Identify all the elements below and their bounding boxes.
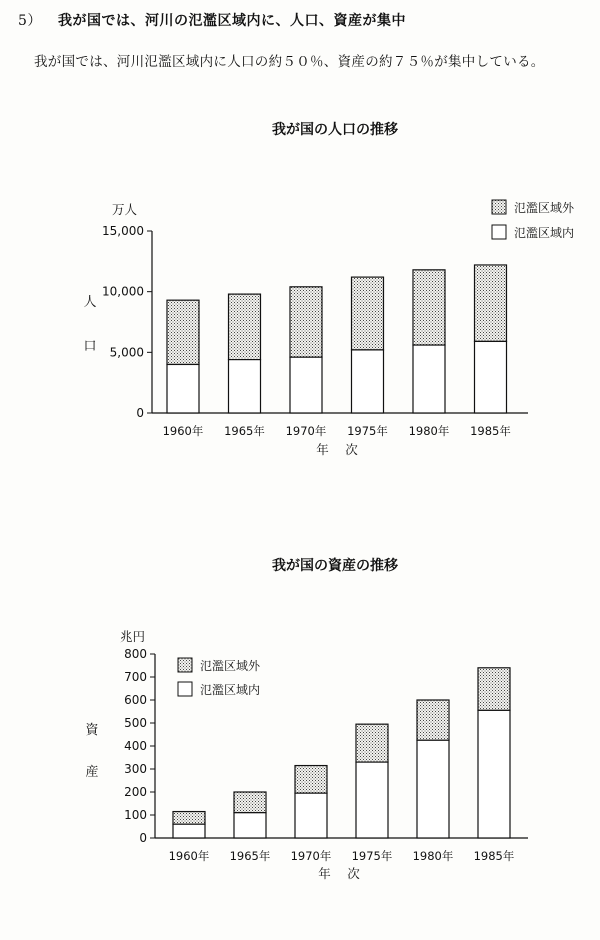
asset-legend-label: 氾濫区域外 <box>200 659 261 673</box>
asset-y-tick-label: 0 <box>139 831 147 845</box>
asset-x-tick-label: 1985年 <box>473 849 515 863</box>
asset-title: 我が国の資産の推移 <box>272 558 398 574</box>
pop-x-tick-label: 1970年 <box>285 424 327 438</box>
asset-bar-outside <box>295 766 327 794</box>
pop-bar-inside <box>167 364 199 413</box>
asset-legend-label: 氾濫区域内 <box>200 683 261 697</box>
pop-bar-outside <box>167 300 199 364</box>
pop-bar-inside <box>413 345 445 413</box>
pop-legend-swatch <box>492 200 506 214</box>
asset-y-tick-label: 800 <box>124 647 147 661</box>
asset-bar-inside <box>356 762 388 838</box>
pop-ylabel-char: 口 <box>83 339 97 354</box>
asset-x-tick-label: 1980年 <box>412 849 454 863</box>
asset-y-tick-label: 300 <box>124 762 147 776</box>
asset-bar-outside <box>356 724 388 762</box>
population-chart <box>0 110 600 470</box>
pop-bar-inside <box>290 357 322 413</box>
section-summary: 我が国では、河川氾濫区域内に人口の約５０％、資産の約７５％が集中している。 <box>34 54 545 70</box>
asset-bar-inside <box>173 824 205 838</box>
assets-chart <box>0 540 600 940</box>
asset-bar-inside <box>478 710 510 838</box>
asset-bar-outside <box>234 792 266 813</box>
asset-xlabel: 年 次 <box>318 866 362 881</box>
section-heading <box>18 10 406 30</box>
pop-unit-label: 万人 <box>112 202 138 217</box>
pop-legend-label: 氾濫区域外 <box>514 201 575 215</box>
pop-ylabel-char: 人 <box>83 295 97 310</box>
asset-y-tick-label: 100 <box>124 808 147 822</box>
asset-x-tick-label: 1970年 <box>290 849 332 863</box>
asset-bar-outside <box>417 700 449 740</box>
asset-x-tick-label: 1975年 <box>351 849 393 863</box>
pop-y-tick-label: 5,000 <box>109 345 144 360</box>
pop-bar-outside <box>352 277 384 350</box>
pop-y-tick-label: 15,000 <box>102 224 144 238</box>
pop-bar-outside <box>229 294 261 360</box>
asset-y-tick-label: 400 <box>124 739 147 753</box>
pop-title: 我が国の人口の推移 <box>272 122 398 138</box>
asset-unit-label: 兆円 <box>120 629 146 644</box>
pop-x-tick-label: 1960年 <box>162 424 204 438</box>
asset-y-tick-label: 600 <box>124 693 147 707</box>
pop-x-tick-label: 1975年 <box>347 424 388 438</box>
asset-x-tick-label: 1965年 <box>229 849 271 863</box>
asset-legend-swatch <box>178 658 192 672</box>
pop-bar-inside <box>229 360 261 413</box>
pop-y-tick-label: 0 <box>136 406 144 420</box>
section-heading-text: 我が国では、河川の氾濫区域内に、人口、資産が集中 <box>58 13 406 29</box>
pop-bar-inside <box>475 341 507 413</box>
pop-x-tick-label: 1980年 <box>408 424 450 438</box>
asset-bar-inside <box>234 813 266 838</box>
asset-bar-outside <box>173 812 205 825</box>
asset-ylabel-char: 産 <box>85 765 99 780</box>
asset-bar-inside <box>295 793 327 838</box>
pop-xlabel: 年 次 <box>316 442 360 457</box>
pop-legend-swatch <box>492 225 506 239</box>
asset-legend-swatch <box>178 682 192 696</box>
section-number: 5） <box>18 13 42 29</box>
asset-ylabel-char: 資 <box>85 723 99 738</box>
asset-x-tick-label: 1960年 <box>168 849 210 863</box>
asset-bar-inside <box>417 740 449 838</box>
asset-y-tick-label: 700 <box>124 670 147 684</box>
pop-bar-outside <box>290 287 322 357</box>
pop-bar-inside <box>352 350 384 413</box>
pop-legend-label: 氾濫区域内 <box>514 226 575 240</box>
asset-y-tick-label: 500 <box>124 716 147 730</box>
pop-y-tick-label: 10,000 <box>102 284 144 299</box>
pop-bar-outside <box>475 265 507 341</box>
pop-bar-outside <box>413 270 445 345</box>
pop-x-tick-label: 1985年 <box>470 424 511 438</box>
pop-x-tick-label: 1965年 <box>224 424 265 438</box>
asset-bar-outside <box>478 668 510 711</box>
asset-y-tick-label: 200 <box>124 785 147 799</box>
